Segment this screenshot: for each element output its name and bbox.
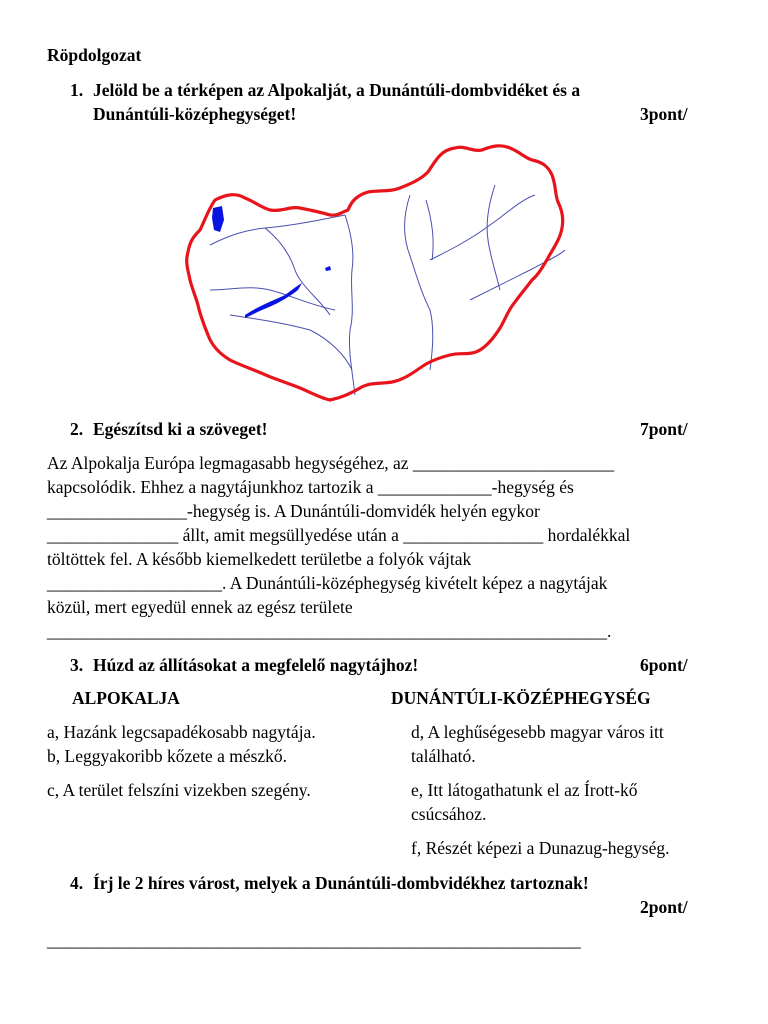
q2-text-line-8: ________________________________________________________________.: [47, 621, 612, 641]
q4-answer-line[interactable]: _____________________________________________________________: [47, 930, 581, 950]
worksheet-title: Röpdolgozat: [47, 45, 142, 65]
statement-c[interactable]: c, A terület felszíni vizekben szegény.: [47, 780, 311, 800]
hungary-map[interactable]: [170, 140, 590, 405]
q4-points: 2pont/: [640, 897, 688, 917]
q1-number: 1.: [70, 80, 84, 100]
q2-text-line-6: ____________________. A Dunántúli-középhegység kivételt képez a nagytájak: [47, 573, 608, 593]
q4-number: 4.: [70, 873, 84, 893]
statement-e-line2[interactable]: csúcsához.: [411, 804, 487, 824]
q3-points: 6pont/: [640, 655, 688, 675]
statement-a[interactable]: a, Hazánk legcsapadékosabb nagytája.: [47, 722, 316, 742]
q2-text-line-4: _______________ állt, amit megsüllyedése után a ________________ hordalékkal: [47, 525, 631, 545]
kozephegyseg-header: DUNÁNTÚLI-KÖZÉPHEGYSÉG: [391, 688, 651, 708]
q3-title: Húzd az állításokat a megfelelő nagytájhoz!: [93, 655, 419, 675]
statement-e-line1[interactable]: e, Itt látogathatunk el az Írott-kő: [411, 780, 638, 800]
q4-title: Írj le 2 híres várost, melyek a Dunántúli-dombvidékhez tartoznak!: [93, 873, 589, 893]
q1-points: 3pont/: [640, 104, 688, 124]
q3-number: 3.: [70, 655, 84, 675]
alpokalja-header: ALPOKALJA: [72, 688, 180, 708]
q2-text-line-5: töltöttek fel. A később kiemelkedett területbe a folyók vájtak: [47, 549, 472, 569]
lake-velence: [325, 266, 331, 271]
lake-ferto: [212, 206, 224, 232]
q2-text-line-1: Az Alpokalja Európa legmagasabb hegységéhez, az _______________________: [47, 453, 615, 473]
country-border: [187, 146, 563, 400]
q2-text-line-7: közül, mert egyedül ennek az egész területe: [47, 597, 353, 617]
statement-f[interactable]: f, Részét képezi a Dunazug-hegység.: [411, 838, 670, 858]
statement-b[interactable]: b, Leggyakoribb kőzete a mészkő.: [47, 746, 288, 766]
q2-points: 7pont/: [640, 419, 688, 439]
q1-text-line1: Jelöld be a térképen az Alpokalját, a Dunántúli-dombvidéket és a: [93, 80, 581, 100]
q2-title: Egészítsd ki a szöveget!: [93, 419, 268, 439]
river-lines: [210, 185, 565, 395]
q2-text-line-2: kapcsolódik. Ehhez a nagytájunkhoz tartozik a _____________-hegység és: [47, 477, 574, 497]
q2-text-line-3: ________________-hegység is. A Dunántúli-domvidék helyén egykor: [47, 501, 540, 521]
statement-d-line2[interactable]: található.: [411, 746, 476, 766]
statement-d-line1[interactable]: d, A leghűségesebb magyar város itt: [411, 722, 664, 742]
q2-number: 2.: [70, 419, 84, 439]
q1-text-line2: Dunántúli-középhegységet!: [93, 104, 297, 124]
